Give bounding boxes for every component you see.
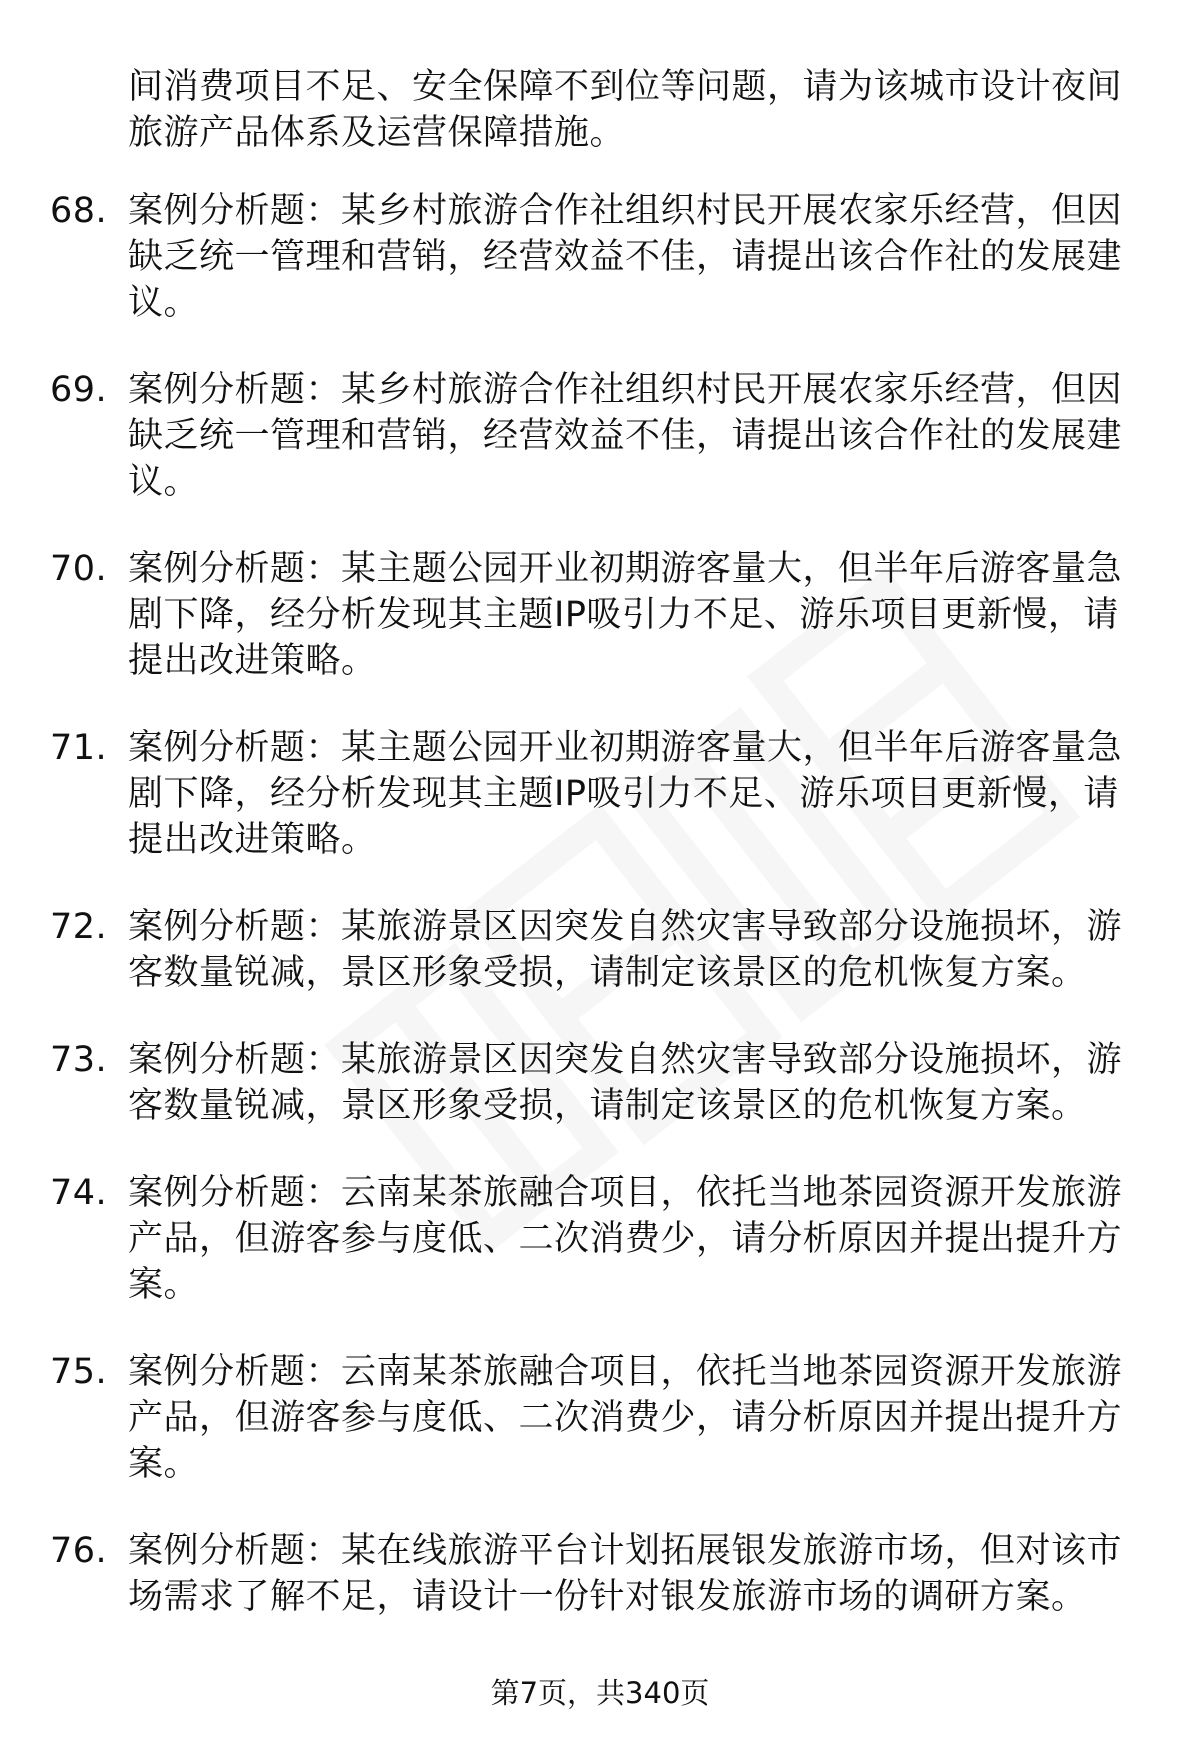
question-number: 69. <box>50 370 108 410</box>
question-number: 68. <box>50 191 108 231</box>
question-number: 71. <box>50 728 108 768</box>
question-item <box>0 367 1138 505</box>
question-number: 76. <box>50 1531 108 1571</box>
page-number-footer: 第7页，共340页 <box>490 1676 710 1710</box>
question-text: 案例分析题：某在线旅游平台计划拓展银发旅游市场，但对该市场需求了解不足，请设计一份针对银发旅游市场的调研方案。 <box>128 1531 1123 1617</box>
question-text: 案例分析题：某乡村旅游合作社组织村民开展农家乐经营，但因缺乏统一管理和营销，经营效益不佳，请提出该合作社的发展建议。 <box>128 191 1123 323</box>
continuation-paragraph: 间消费项目不足、安全保障不到位等问题，请为该城市设计夜间旅游产品体系及运营保障措施。 <box>128 67 1123 153</box>
question-text: 案例分析题：云南某茶旅融合项目，依托当地茶园资源开发旅游产品，但游客参与度低、二次消费少，请分析原因并提出提升方案。 <box>128 1173 1123 1305</box>
question-number: 75. <box>50 1352 108 1392</box>
question-text: 案例分析题：某主题公园开业初期游客量大，但半年后游客量急剧下降，经分析发现其主题IP吸引力不足、游乐项目更新慢，请提出改进策略。 <box>128 549 1123 681</box>
question-number: 70. <box>50 549 108 589</box>
question-text: 案例分析题：某乡村旅游合作社组织村民开展农家乐经营，但因缺乏统一管理和营销，经营效益不佳，请提出该合作社的发展建议。 <box>128 370 1123 502</box>
question-text: 案例分析题：某旅游景区因突发自然灾害导致部分设施损坏，游客数量锐减，景区形象受损，请制定该景区的危机恢复方案。 <box>128 907 1123 993</box>
question-item <box>0 725 1138 863</box>
question-item <box>0 1170 1138 1308</box>
question-item <box>0 1528 1138 1620</box>
question-text: 案例分析题：云南某茶旅融合项目，依托当地茶园资源开发旅游产品，但游客参与度低、二次消费少，请分析原因并提出提升方案。 <box>128 1352 1123 1484</box>
question-item <box>0 546 1138 684</box>
question-list <box>0 188 1200 1661</box>
question-item <box>0 1349 1138 1487</box>
question-number: 72. <box>50 907 108 947</box>
question-item <box>0 1037 1138 1129</box>
question-item <box>0 188 1138 326</box>
question-number: 74. <box>50 1173 108 1213</box>
question-item <box>0 904 1138 996</box>
question-number: 73. <box>50 1040 108 1080</box>
question-text: 案例分析题：某主题公园开业初期游客量大，但半年后游客量急剧下降，经分析发现其主题IP吸引力不足、游乐项目更新慢，请提出改进策略。 <box>128 728 1123 860</box>
question-text: 案例分析题：某旅游景区因突发自然灾害导致部分设施损坏，游客数量锐减，景区形象受损，请制定该景区的危机恢复方案。 <box>128 1040 1123 1126</box>
